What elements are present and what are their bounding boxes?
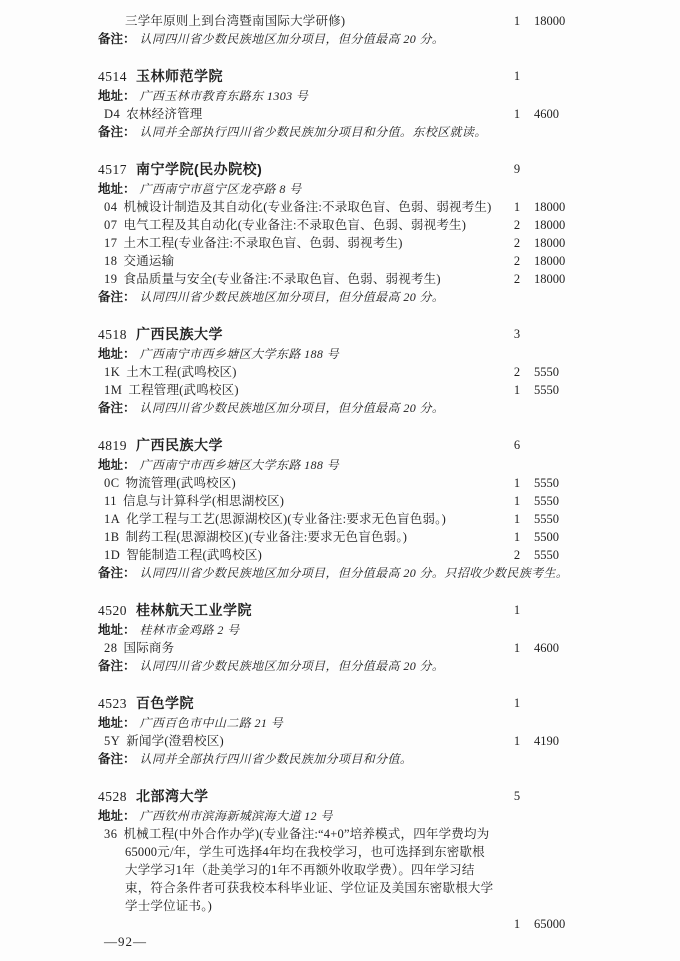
major-code: 1D: [104, 548, 121, 562]
major-name: 新闻学(澄碧校区): [126, 734, 224, 748]
plan-count: 1: [513, 530, 521, 544]
university-code: 4520: [98, 603, 127, 618]
tuition-fee: 5550: [534, 383, 559, 397]
remark-text: 认同并全部执行四川省少数民族加分项目和分值。东校区就读。: [139, 125, 487, 139]
remark-label: 备注：: [98, 752, 136, 766]
major-code: 36: [104, 827, 118, 841]
remark-label: 备注：: [98, 401, 136, 415]
major-code: 07: [104, 218, 118, 232]
plan-total: 1: [513, 69, 521, 83]
university-section: [98, 786, 578, 933]
major-line: [98, 510, 578, 528]
major-code: 0C: [104, 476, 120, 490]
plan-count: 2: [513, 254, 521, 268]
major-name: 信息与计算科学(相思湖校区): [123, 494, 285, 508]
major-name: 化学工程与工艺(思源湖校区)(专业备注:要求无色盲色弱。): [126, 512, 446, 526]
major-name: 制药工程(思源湖校区)(专业备注:要求无色盲色弱。): [125, 530, 408, 544]
remark-text: 认同并全部执行四川省少数民族加分项目和分值。: [139, 752, 413, 766]
address-line: [98, 87, 578, 105]
tuition-fee: 5550: [534, 548, 559, 562]
university-header: [98, 66, 578, 87]
address-text: 广西玉林市教育东路东 1303 号: [139, 89, 309, 103]
address-label: 地址：: [98, 716, 136, 730]
university-code: 4514: [98, 69, 127, 84]
major-name: 土木工程(武鸣校区): [126, 365, 237, 379]
major-name: 工程管理(武鸣校区): [128, 383, 239, 397]
major-name: 机械工程(中外合作办学)(专业备注:“4+0”培养模式，四年学费均为65000元/年，学生可选择4年均在我校学习，也可选择到东密歇根大学学习1年（赴美学习的1年不再额外收取学费）。四年学习结束，符合条件者可获我校本科毕业证、学位证及美国东密歇根大学学士学位证书。): [123, 827, 494, 913]
remark-line: [98, 123, 578, 141]
plan-count: 1: [513, 917, 521, 931]
university-name: 玉林师范学院: [136, 68, 223, 84]
remark-text: 认同四川省少数民族地区加分项目，但分值最高 20 分。: [139, 32, 445, 46]
remark-line: [98, 657, 578, 675]
plan-count: 1: [513, 512, 521, 526]
university-section: [98, 66, 578, 141]
major-name: 物流管理(武鸣校区): [125, 476, 236, 490]
plan-count: 1: [513, 641, 521, 655]
major-line: [98, 639, 578, 657]
major-line: [98, 732, 578, 750]
sections-container: [98, 66, 578, 933]
major-name: 农林经济管理: [126, 107, 203, 121]
address-line: [98, 807, 578, 825]
major-numbers-line: [98, 915, 578, 933]
remark-label: 备注：: [98, 290, 136, 304]
major-text: [104, 825, 494, 915]
university-code: 4528: [98, 789, 127, 804]
continuation-text: 三学年原则上到台湾暨南国际大学研修): [125, 14, 346, 28]
major-code: 1A: [104, 512, 121, 526]
major-code: 19: [104, 272, 118, 286]
plan-total: 3: [513, 327, 521, 341]
plan-count: 1: [513, 107, 521, 121]
university-header: [98, 324, 578, 345]
major-line: [98, 105, 578, 123]
major-name: 食品质量与安全(专业备注:不录取色盲、色弱、弱视考生): [123, 272, 441, 286]
address-line: [98, 456, 578, 474]
major-name: 交通运输: [123, 254, 175, 268]
plan-count: 2: [513, 365, 521, 379]
tuition-fee: 5550: [534, 476, 559, 490]
university-section: [98, 324, 578, 417]
university-section: [98, 159, 578, 306]
major-name: 土木工程(专业备注:不录取色盲、色弱、弱视考生): [123, 236, 403, 250]
document-body: [98, 12, 578, 951]
major-code: 11: [104, 494, 118, 508]
university-section: [98, 600, 578, 675]
address-line: [98, 180, 578, 198]
tuition-fee: 18000: [534, 254, 566, 268]
plan-total: 5: [513, 789, 521, 803]
major-line: [98, 381, 578, 399]
continuation-course-line: [98, 12, 578, 30]
address-label: 地址：: [98, 809, 136, 823]
address-text: 广西百色市中山二路 21 号: [139, 716, 284, 730]
university-code: 4518: [98, 327, 127, 342]
tuition-fee: 18000: [534, 272, 566, 286]
remark-line: [98, 399, 578, 417]
tuition-fee: 18000: [534, 200, 566, 214]
university-name: 南宁学院(民办院校): [136, 161, 263, 177]
address-line: [98, 621, 578, 639]
major-line: [98, 528, 578, 546]
address-text: 广西南宁市西乡塘区大学东路 188 号: [139, 347, 340, 361]
major-code: 1M: [104, 383, 123, 397]
address-label: 地址：: [98, 347, 136, 361]
plan-total: 6: [513, 438, 521, 452]
tuition-fee: 18000: [534, 218, 566, 232]
major-line: [98, 363, 578, 381]
university-name: 广西民族大学: [136, 437, 223, 453]
university-header: [98, 435, 578, 456]
remark-text: 认同四川省少数民族地区加分项目，但分值最高 20 分。: [139, 401, 445, 415]
major-code: 17: [104, 236, 118, 250]
plan-total: 9: [513, 162, 521, 176]
plan-count: 1: [513, 734, 521, 748]
remark-line: [98, 288, 578, 306]
address-text: 广西南宁市邕宁区龙亭路 8 号: [139, 182, 302, 196]
major-code: 1K: [104, 365, 121, 379]
major-line: [98, 252, 578, 270]
major-line: [98, 825, 578, 915]
address-label: 地址：: [98, 89, 136, 103]
plan-count: 2: [513, 548, 521, 562]
remark-text: 认同四川省少数民族地区加分项目，但分值最高 20 分。只招收少数民族考生。: [139, 566, 569, 580]
address-line: [98, 714, 578, 732]
remark-line: [98, 750, 578, 768]
major-code: 28: [104, 641, 118, 655]
university-name: 北部湾大学: [136, 788, 209, 804]
university-code: 4523: [98, 696, 127, 711]
tuition-fee: 5550: [534, 512, 559, 526]
major-line: [98, 234, 578, 252]
university-header: [98, 600, 578, 621]
remark-label: 备注：: [98, 566, 136, 580]
address-label: 地址：: [98, 182, 136, 196]
address-label: 地址：: [98, 458, 136, 472]
major-name: 智能制造工程(武鸣校区): [126, 548, 263, 562]
major-line: [98, 216, 578, 234]
remark-label: 备注：: [98, 659, 136, 673]
tuition-fee: 5500: [534, 530, 559, 544]
university-name: 桂林航天工业学院: [136, 602, 252, 618]
plan-count: 1: [513, 476, 521, 490]
university-name: 百色学院: [136, 695, 194, 711]
tuition-fee: 18000: [534, 236, 566, 250]
plan-count: 2: [513, 272, 521, 286]
plan-count: 1: [513, 494, 521, 508]
university-header: [98, 693, 578, 714]
plan-total: 1: [513, 603, 521, 617]
major-line: [98, 546, 578, 564]
major-name: 机械设计制造及其自动化(专业备注:不录取色盲、色弱、弱视考生): [123, 200, 492, 214]
address-text: 桂林市金鸡路 2 号: [139, 623, 240, 637]
university-header: [98, 786, 578, 807]
plan-total: 1: [513, 696, 521, 710]
university-name: 广西民族大学: [136, 326, 223, 342]
major-line: [98, 474, 578, 492]
remark-text: 认同四川省少数民族地区加分项目，但分值最高 20 分。: [139, 290, 445, 304]
address-line: [98, 345, 578, 363]
major-line: [98, 198, 578, 216]
university-code: 4819: [98, 438, 127, 453]
page-number: —92—: [104, 934, 147, 949]
university-section: [98, 693, 578, 768]
remark-line: [98, 30, 578, 48]
major-code: 04: [104, 200, 118, 214]
remark-label: 备注：: [98, 125, 136, 139]
tuition-fee: 4600: [534, 107, 559, 121]
major-line: [98, 492, 578, 510]
remark-label: 备注：: [98, 32, 136, 46]
tuition-fee: 5550: [534, 365, 559, 379]
address-text: 广西钦州市滨海新城滨海大道 12 号: [139, 809, 333, 823]
remark-text: 认同四川省少数民族地区加分项目，但分值最高 20 分。: [139, 659, 445, 673]
university-code: 4517: [98, 162, 127, 177]
major-name: 电气工程及其自动化(专业备注:不录取色盲、色弱、弱视考生): [123, 218, 467, 232]
plan-count: 2: [513, 236, 521, 250]
remark-line: [98, 564, 578, 582]
major-name: 国际商务: [123, 641, 175, 655]
plan-count: 1: [513, 200, 521, 214]
tuition-fee: 5550: [534, 494, 559, 508]
major-code: 5Y: [104, 734, 121, 748]
tuition-fee: 65000: [534, 917, 566, 931]
tuition-fee: 4600: [534, 641, 559, 655]
tuition-fee: 4190: [534, 734, 559, 748]
plan-count: 1: [513, 14, 521, 28]
university-header: [98, 159, 578, 180]
plan-count: 1: [513, 383, 521, 397]
major-line: [98, 270, 578, 288]
major-code: 18: [104, 254, 118, 268]
address-label: 地址：: [98, 623, 136, 637]
address-text: 广西南宁市西乡塘区大学东路 188 号: [139, 458, 340, 472]
major-code: D4: [104, 107, 121, 121]
major-code: 1B: [104, 530, 120, 544]
plan-count: 2: [513, 218, 521, 232]
university-section: [98, 435, 578, 582]
tuition-fee: 18000: [534, 14, 566, 28]
